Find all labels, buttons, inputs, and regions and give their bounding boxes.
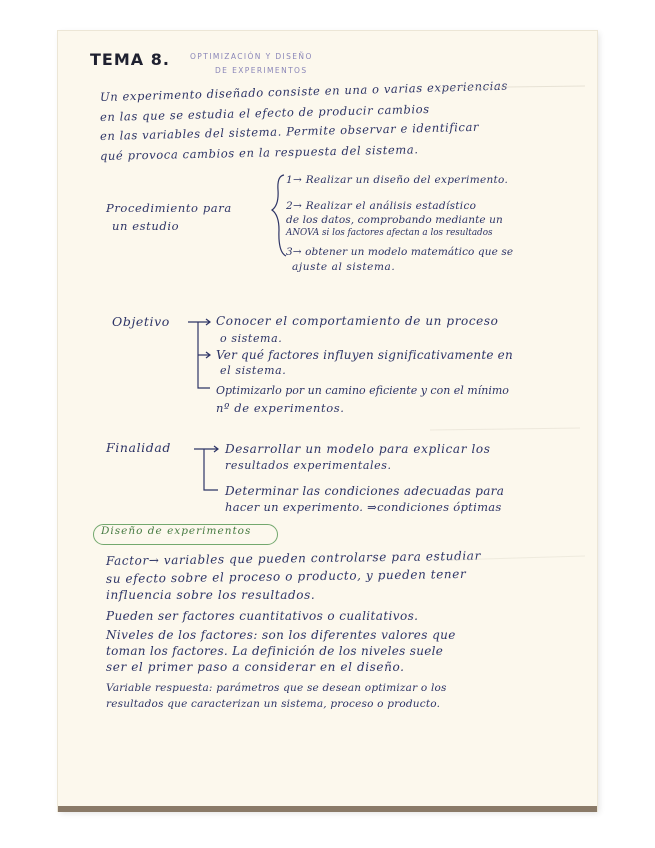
procedimiento-step-3a: 3→ obtener un modelo matemático que se [286,246,514,258]
finalidad-item-2b: hacer un experimento. ⇒condiciones óptimas [225,500,502,514]
finalidad-item-1b: resultados experimentales. [225,459,392,472]
intro-line-3: en las variables del sistema. Permite observar e identificar [99,119,480,143]
finalidad-label: Finalidad [106,440,172,455]
procedimiento-step-2a: 2→ Realizar el análisis estadístico [286,200,477,212]
body-line-1: Factor→ variables que pueden controlarse para estudiar [105,548,481,568]
page-title: TEMA 8. [90,50,170,69]
intro-line-4: qué provoca cambios en la respuesta del sistema. [99,142,419,163]
objetivo-item-1b: o sistema. [220,332,283,345]
objetivo-item-2a: Ver qué factores influyen significativamente en [216,348,513,362]
intro-line-1: Un experimento diseñado consiste en una o varias experiencias [99,78,509,104]
procedimiento-step-2c: ANOVA si los factores afectan a los resultados [286,228,493,238]
body-line-7: ser el primer paso a considerar en el diseño. [106,660,405,674]
objetivo-item-2b: el sistema. [220,364,287,377]
body-line-8: Variable respuesta: parámetros que se desean optimizar o los [106,682,447,694]
body-line-2: su efecto sobre el proceso o producto, y pueden tener [105,566,467,586]
body-line-6: toman los factores. La definición de los niveles suele [106,644,444,658]
objetivo-item-1a: Conocer el comportamiento de un proceso [216,314,499,328]
subtitle-line-2: DE EXPERIMENTOS [215,66,308,75]
body-line-3: influencia sobre los resultados. [106,588,316,602]
procedimiento-label-1: Procedimiento para [106,201,232,215]
finalidad-arrow-2 [204,449,218,490]
subtitle-line-1: OPTIMIZACIÓN Y DISEÑO [190,52,313,61]
procedimiento-brace [272,175,286,256]
procedimiento-step-1: 1→ Realizar un diseño del experimento. [286,174,509,186]
procedimiento-step-2b: de los datos, comprobando mediante un [286,214,503,226]
procedimiento-label-2: un estudio [112,219,180,233]
finalidad-item-1a: Desarrollar un modelo para explicar los [225,442,491,456]
objetivo-item-3a: Optimizarlo por un camino eficiente y con el mínimo [216,384,509,397]
section-heading: Diseño de experimentos [101,525,252,537]
procedimiento-step-3b: ajuste al sistema. [292,261,396,273]
body-line-9: resultados que caracterizan un sistema, proceso o producto. [106,698,441,710]
body-line-5: Niveles de los factores: son los diferentes valores que [106,628,456,642]
objetivo-item-3b: nº de experimentos. [216,401,345,415]
objetivo-label: Objetivo [112,314,170,329]
finalidad-item-2a: Determinar las condiciones adecuadas para [225,484,505,498]
intro-line-2: en las que se estudia el efecto de producir cambios [99,101,430,124]
body-line-4: Pueden ser factores cuantitativos o cualitativos. [106,609,419,623]
